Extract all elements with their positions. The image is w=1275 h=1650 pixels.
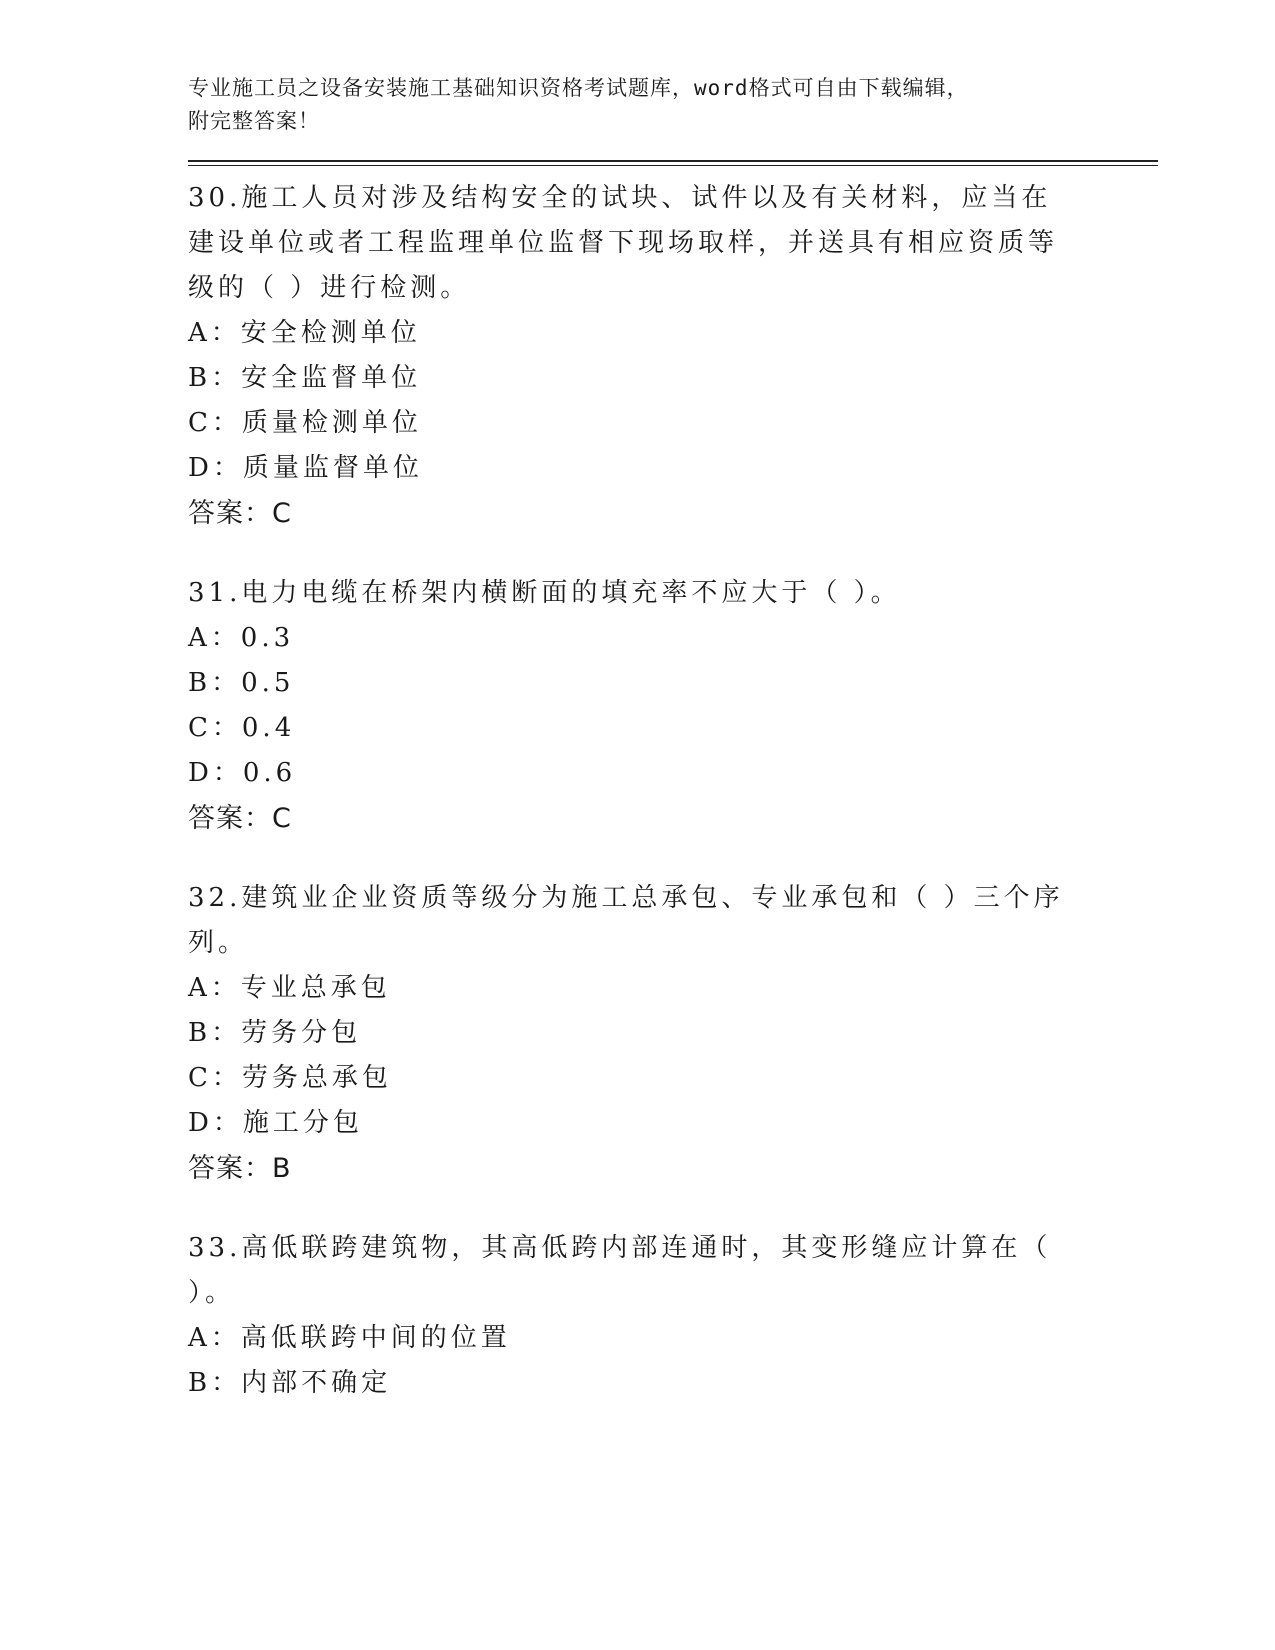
header-line-2: 附完整答案！	[188, 109, 320, 133]
option-b: B：安全监督单位	[188, 363, 422, 393]
option-a: A：0.3	[188, 623, 295, 653]
option-b: B：0.5	[188, 668, 295, 698]
option-c: C：劳务总承包	[188, 1063, 392, 1093]
option-d: D：质量监督单位	[188, 453, 423, 483]
option-d: D：0.6	[188, 758, 297, 788]
answer: 答案：C	[188, 803, 292, 834]
question-stem: 33.高低联跨建筑物，其高低跨内部连通时，其变形缝应计算在（ ）。	[188, 1233, 1052, 1308]
question-stem: 30.施工人员对涉及结构安全的试块、试件以及有关材料，应当在建设单位或者工程监理单位监督下现场取样，并送具有相应资质等级的（ ）进行检测。	[188, 183, 1059, 303]
question-31	[188, 571, 1158, 842]
header-divider	[188, 160, 1158, 166]
option-b: B：内部不确定	[188, 1368, 392, 1398]
option-a: A：安全检测单位	[188, 318, 421, 348]
header-line-1: 专业施工员之设备安装施工基础知识资格考试题库，word格式可自由下载编辑，	[188, 76, 969, 100]
option-d: D：施工分包	[188, 1108, 363, 1138]
answer: 答案：B	[188, 1153, 292, 1184]
option-c: C：0.4	[188, 713, 296, 743]
option-b: B：劳务分包	[188, 1018, 362, 1048]
question-33	[188, 1226, 1158, 1406]
document-page	[188, 72, 1158, 1440]
question-stem: 32.建筑业企业资质等级分为施工总承包、专业承包和（ ）三个序列。	[188, 883, 1064, 958]
option-a: A：专业总承包	[188, 973, 391, 1003]
question-30	[188, 176, 1158, 537]
option-a: A：高低联跨中间的位置	[188, 1323, 511, 1353]
question-32	[188, 876, 1158, 1192]
option-c: C：质量检测单位	[188, 408, 422, 438]
answer: 答案：C	[188, 498, 292, 529]
question-stem: 31.电力电缆在桥架内横断面的填充率不应大于（ ）。	[188, 578, 901, 608]
